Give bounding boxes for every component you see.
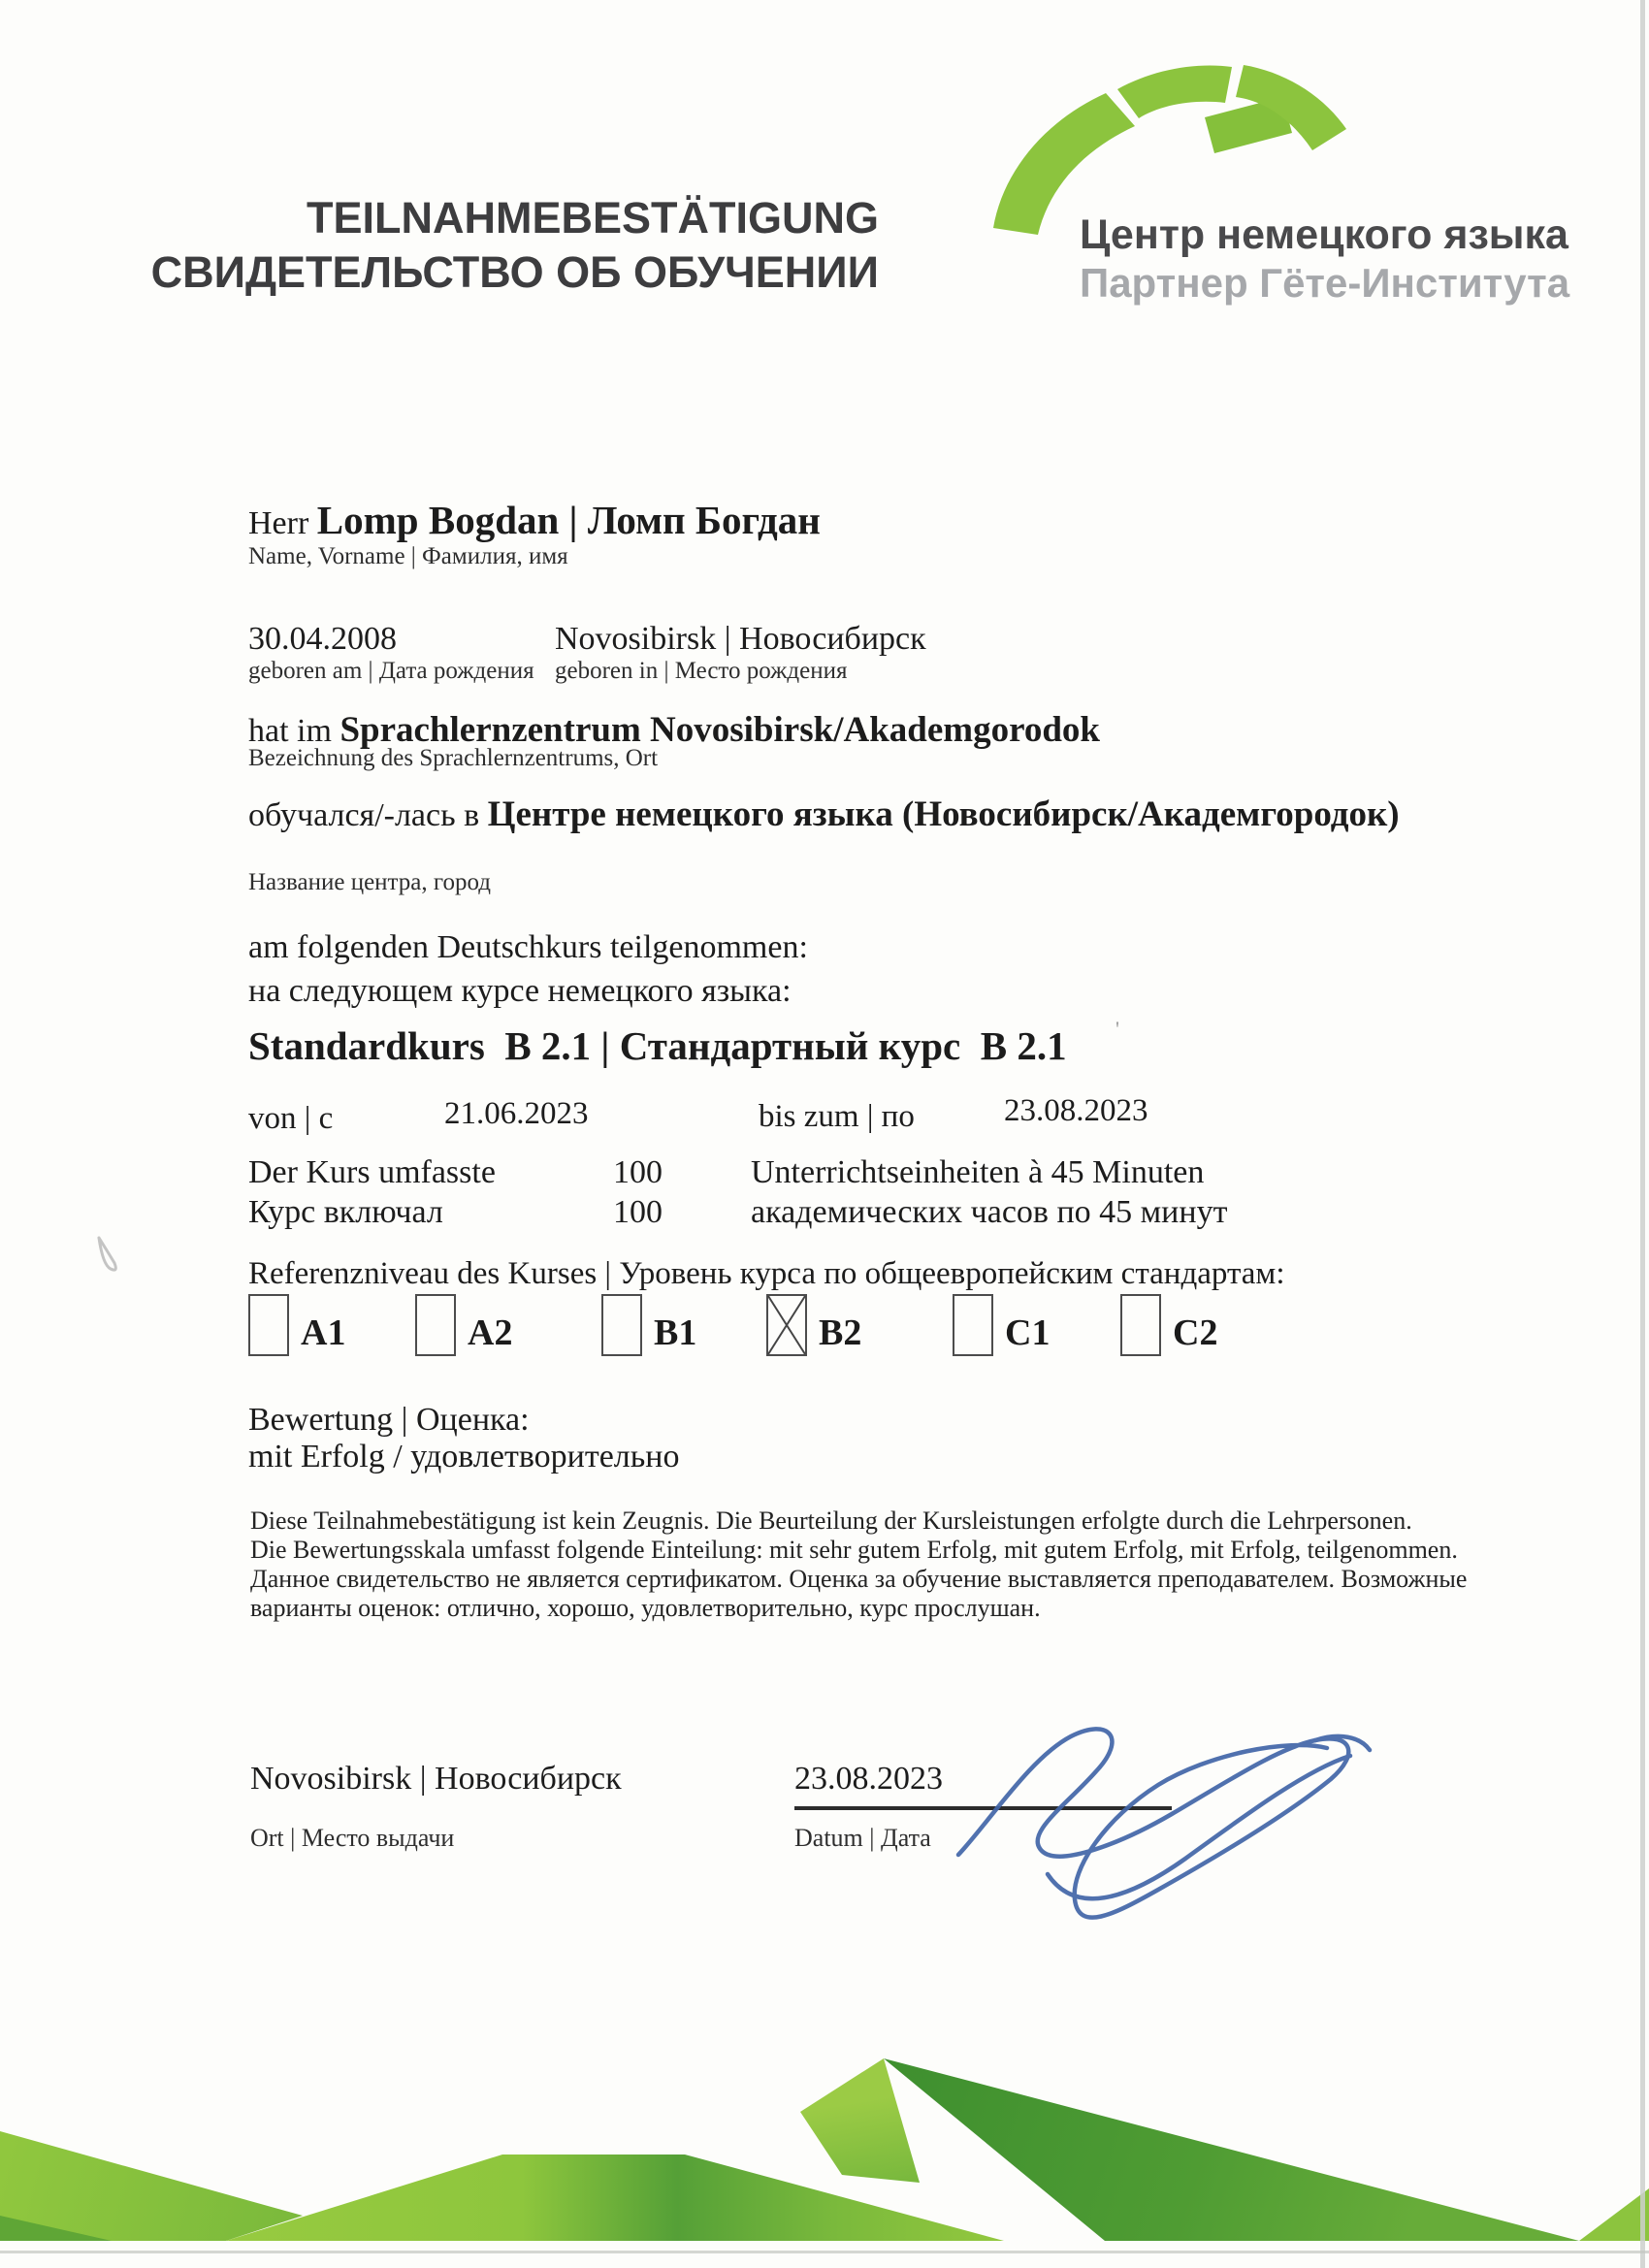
issue-place: Novosibirsk | Новосибирск xyxy=(250,1761,622,1797)
level-label: A2 xyxy=(468,1312,513,1353)
checkbox-icon xyxy=(1120,1294,1161,1356)
level-label: B2 xyxy=(819,1312,862,1353)
level-checkbox-a1 xyxy=(248,1294,345,1356)
level-label: C1 xyxy=(1005,1312,1051,1353)
center-label-ru: Название центра, город xyxy=(248,869,492,895)
level-checkbox-b2 xyxy=(766,1294,861,1356)
units-de: Unterrichtseinheiten à 45 Minuten xyxy=(751,1154,1205,1190)
birth-date-label: geboren am | Дата рождения xyxy=(248,658,534,684)
logo-name: Центр немецкого языка xyxy=(1080,211,1568,258)
document-title-de: TEILNAHMEBESTÄTIGUNG xyxy=(307,193,879,243)
salutation: Herr xyxy=(248,505,309,541)
participant-name-label: Name, Vorname | Фамилия, имя xyxy=(248,543,568,569)
center-name-de: Sprachlernzentrum Novosibirsk/Akademgorodok xyxy=(340,710,1100,750)
level-label: A1 xyxy=(301,1312,346,1353)
checkbox-icon xyxy=(953,1294,993,1356)
level-checkbox-b1 xyxy=(601,1294,696,1356)
scan-speck: ' xyxy=(1116,1017,1119,1041)
birth-place: Novosibirsk | Новосибирск xyxy=(555,621,926,657)
checkbox-icon xyxy=(766,1294,807,1356)
disclaimer-line: Diese Teilnahmebestätigung ist kein Zeugnis. Die Beurteilung der Kursleistungen erfolgte durch die Lehrpersonen. xyxy=(250,1507,1412,1535)
scan-edge-bottom xyxy=(0,2251,1649,2253)
issue-date: 23.08.2023 xyxy=(794,1761,943,1797)
center-intro-ru: обучался/-лась в xyxy=(248,797,480,833)
scope-label-ru: Курс включал xyxy=(248,1194,443,1230)
signature xyxy=(912,1707,1416,1921)
from-label: von | с xyxy=(248,1101,334,1136)
to-label: bis zum | по xyxy=(759,1099,915,1134)
scope-label-de: Der Kurs umfasste xyxy=(248,1154,496,1190)
grade-label: Bewertung | Оценка: xyxy=(248,1402,530,1438)
checkbox-icon xyxy=(601,1294,642,1356)
document-title-ru: СВИДЕТЕЛЬСТВО ОБ ОБУЧЕНИИ xyxy=(150,247,879,297)
logo-subtitle: Партнер Гёте-Института xyxy=(1080,260,1570,306)
scan-edge-right xyxy=(1640,0,1645,2268)
disclaimer-line: Die Bewertungsskala umfasst folgende Einteilung: mit sehr gutem Erfolg, mit gutem Erfolg, mit Erfolg, teilgenommen. xyxy=(250,1536,1458,1564)
document-title xyxy=(116,191,879,300)
hours-ru: 100 xyxy=(613,1194,663,1230)
birth-place-label: geboren in | Место рождения xyxy=(555,658,848,684)
green-ribbon-graphic xyxy=(0,1977,1649,2268)
birth-date: 30.04.2008 xyxy=(248,621,397,657)
units-ru: академических часов по 45 минут xyxy=(751,1194,1228,1230)
grade-value: mit Erfolg / удовлетворительно xyxy=(248,1439,680,1474)
center-line-ru xyxy=(248,794,1400,835)
issue-date-label: Datum | Дата xyxy=(794,1824,931,1852)
disclaimer-line: Данное свидетельство не является сертификатом. Оценка за обучение выставляется преподавателем. Возможные xyxy=(250,1565,1468,1593)
center-label-de: Bezeichnung des Sprachlernzentrums, Ort xyxy=(248,745,659,771)
issue-place-label: Ort | Место выдачи xyxy=(250,1824,455,1852)
participant-name-line xyxy=(248,497,821,543)
participant-name: Lomp Bogdan | Ломп Богдан xyxy=(316,498,821,542)
course-title: Standardkurs B 2.1 | Стандартный курс B 2.1 xyxy=(248,1023,1067,1068)
course-intro-ru: на следующем курсе немецкого языка: xyxy=(248,973,792,1009)
course-intro-de: am folgenden Deutschkurs teilgenommen: xyxy=(248,929,808,965)
scan-smudge xyxy=(87,1232,136,1290)
hours-de: 100 xyxy=(613,1154,663,1190)
from-date: 21.06.2023 xyxy=(444,1096,589,1131)
center-name-ru: Центре немецкого языка (Новосибирск/Академгородок) xyxy=(487,794,1400,834)
center-intro-de: hat im xyxy=(248,713,332,749)
level-checkbox-c1 xyxy=(953,1294,1050,1356)
level-label: C2 xyxy=(1173,1312,1218,1353)
levels-label: Referenzniveau des Kurses | Уровень курса по общеевропейским стандартам: xyxy=(248,1256,1285,1291)
checkbox-icon xyxy=(248,1294,289,1356)
disclaimer-line: варианты оценок: отлично, хорошо, удовлетворительно, курс прослушан. xyxy=(250,1594,1041,1622)
level-label: B1 xyxy=(654,1312,697,1353)
level-checkbox-c2 xyxy=(1120,1294,1217,1356)
to-date: 23.08.2023 xyxy=(1004,1093,1148,1128)
disclaimer xyxy=(250,1507,1467,1623)
checkbox-icon xyxy=(415,1294,456,1356)
level-checkbox-a2 xyxy=(415,1294,512,1356)
